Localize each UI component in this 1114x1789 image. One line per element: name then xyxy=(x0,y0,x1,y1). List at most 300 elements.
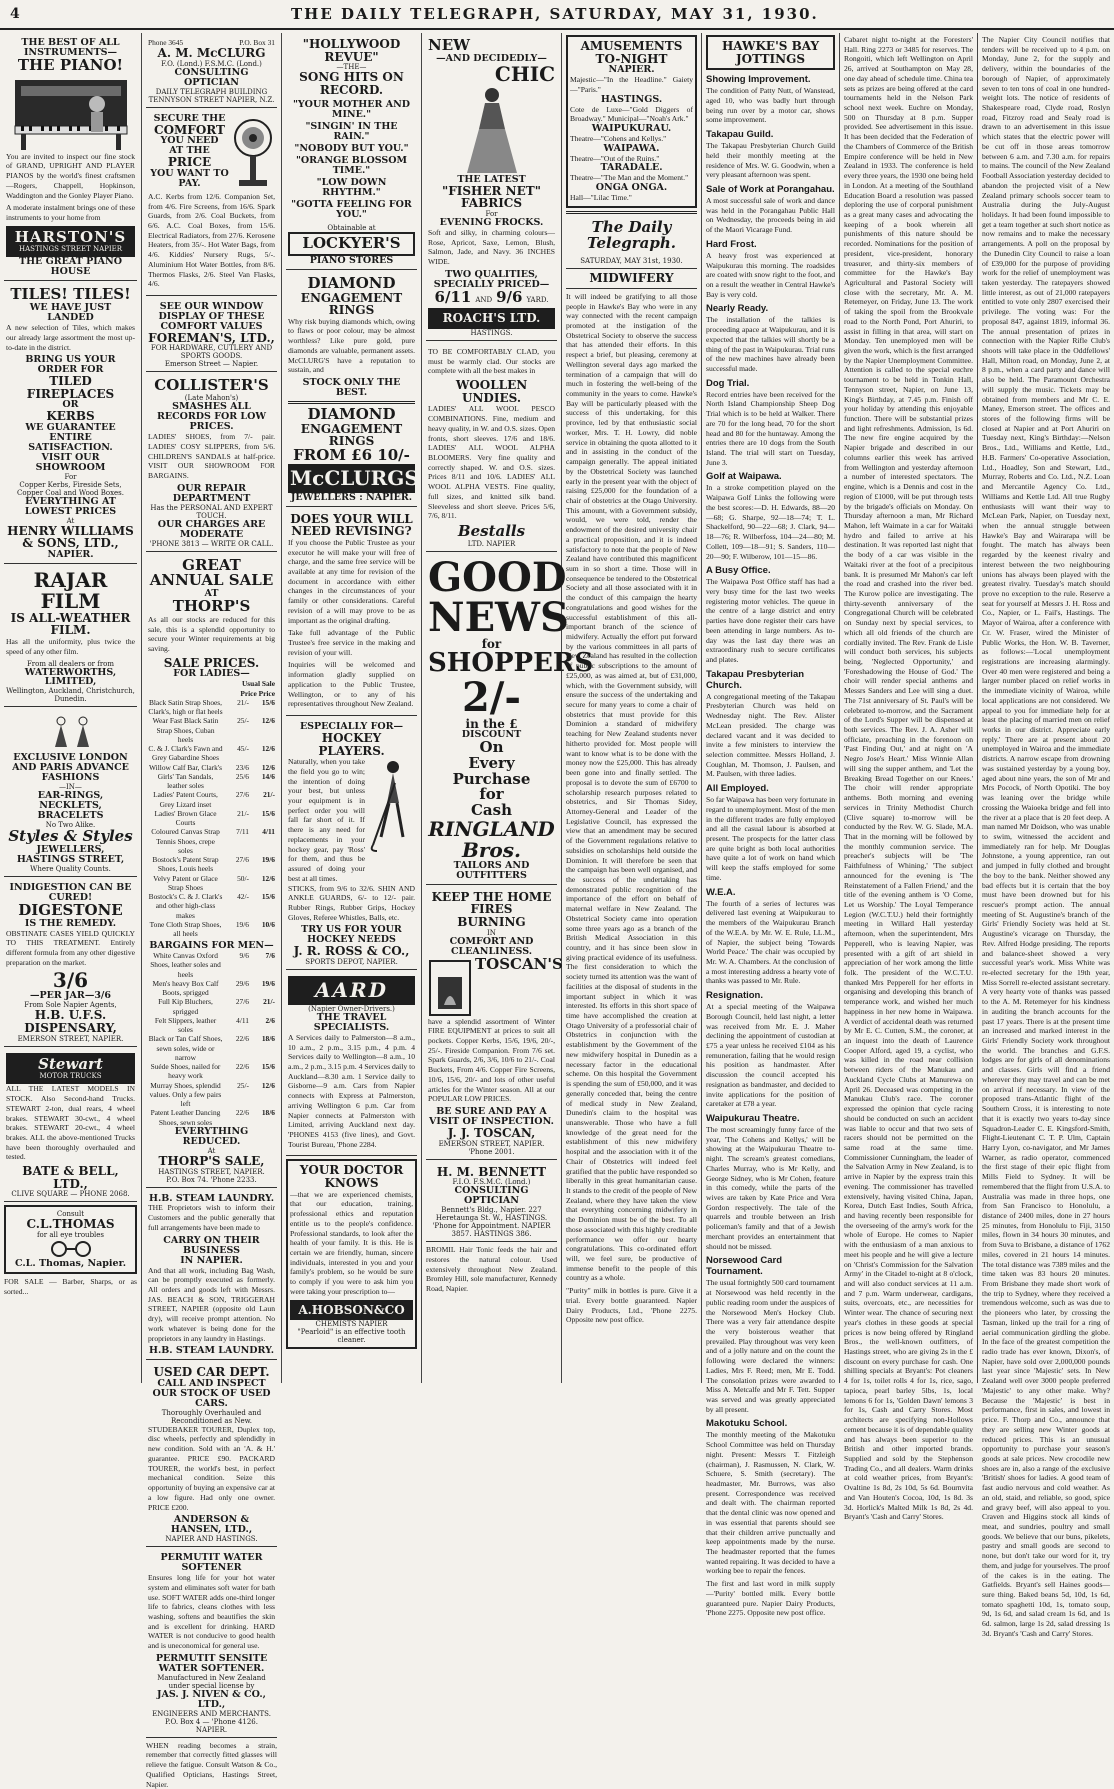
thorp-name: THORP'S xyxy=(172,597,251,616)
thorp-ladies-sale-price: 19/6 xyxy=(261,855,275,864)
jotting-heading: Golf at Waipawa. xyxy=(706,471,782,483)
jotting-body: At a special meeting of the Waipawa Borough Council, held last night, a letter was received from Mr. E. J. Maher declining the appointment of custodian at £75 a year unless he received £104 as his remuneration, failing that he would resign his position as handmaster. After discussion the council accepted his resignation as bandmaster, and decided to invite applications for the position of caretaker at £78 a year. xyxy=(706,1002,835,1109)
diamond-line-1: STOCK ONLY THE BEST. xyxy=(302,377,401,398)
good-news-cash: Cash xyxy=(470,801,512,820)
jotting-item xyxy=(706,783,835,882)
thorp-ladies-sale-price: 21/- xyxy=(263,790,275,800)
toscan-line-3: EMERSON STREET, NAPIER. xyxy=(438,1139,545,1148)
ad-revise-will xyxy=(286,510,417,716)
ad-toscan xyxy=(426,888,563,1160)
jotting-body: The most screamingly funny farce of the year, 'The Cohens and Kellys,' will be showing at the Waipukurau Theatre to-night. The scream's greatest comedians, Charles Murray, who is Mr Kelly, and George Sidney, who is Mr Cohen, feature in this comedy, while the parts of the wives are taken by Kate Price and Vera Gordon respectively. The tale of the quarrels and trouble between an Irish policeman's family and that of a Jewish merchant provides an entertainment that should not be missed. xyxy=(706,1125,835,1251)
usedcar-line-4: NAPIER AND HASTINGS. xyxy=(165,1535,258,1544)
digestone-headline: INDIGESTION CAN BE CURED! xyxy=(9,881,132,903)
thorp-for-ladies: FOR LADIES— xyxy=(173,668,250,680)
thorp-ladies-price-row xyxy=(148,763,275,772)
jotting-item xyxy=(706,1255,835,1414)
chic-for: For xyxy=(485,209,498,218)
comfort-list: A.C. Kerbs from 12/6. Companion Set, from 4/6. Fire Screens, from 16/6. Spark Guards, from 2/6. Coal Buckets, from 6/6. A.C. Coal Boxes, from 15/6. Electrical Radiators, from 27/6. Kerosene Heaters, from 35/-. Hot Water Bags, from 4/6. Kiddies' Nursery Rugs, 5/-. Aluminium Hot Water Bottles, from 8/6. Thermos Flasks, 2/6. Steel Van Flasks, 4/6. xyxy=(148,191,275,289)
styles-line-1: —IN— xyxy=(59,783,82,792)
page-number: 4 xyxy=(10,6,20,22)
ad-mcclurg xyxy=(146,35,277,108)
thorp-ladies-usual-price: 21/- xyxy=(237,697,249,707)
diamond-subhead-2: ENGAGEMENT RINGS xyxy=(300,421,403,449)
tiles-headline: TILES! TILES! xyxy=(10,285,131,304)
thorp-col-a: Usual Sale xyxy=(241,679,275,689)
mcclurg-address: DAILY TELEGRAPH BUILDING TENNYSON STREET NAPIER, N.Z. xyxy=(148,87,275,104)
column-5 xyxy=(562,33,702,1383)
ad-thomas xyxy=(4,1205,137,1274)
hockey-body: Naturally, when you take the field you go to win; the intention of doing your best, but unless your equipment is in perfect order you will fall far short of it. If there is any need for replacements in your hockey gear, pay 'Ross' for them, and thus be assured of doing your best at all times. xyxy=(288,757,365,883)
ad-comfort xyxy=(146,111,277,296)
ad-usedcar xyxy=(146,1363,277,1547)
tiles-line-7: For xyxy=(64,472,77,481)
editorial-purity-ad: "Purity" milk in bottles is pure. Give it a trial. Every bottle guaranteed. Napier Dairy Products, Ltd., 'Phone 2275. Opposite new post office. xyxy=(566,1286,697,1325)
thorp-body: As all our stocks are reduced for this sale, this is a splendid opportunity to secure your Winter requirements at big saving. xyxy=(148,614,275,653)
revise-subhead: NEED REVISING? xyxy=(291,524,412,539)
thorp-ladies-price-row xyxy=(148,827,275,855)
thorp-ladies-item: Ladies' Patent Courts, Grey Lizard inset xyxy=(153,790,218,809)
jotting-item xyxy=(706,129,835,180)
column-1 xyxy=(0,33,142,1383)
aard-logo: AARD xyxy=(288,976,415,1005)
usedcar-line-2: Thoroughly Overhauled and Reconditioned as New. xyxy=(161,1408,262,1425)
rajar-line-2: WATERWORTHS, LIMITED, xyxy=(24,666,117,688)
mcclurg-quals: F.O. (Lond.) F.S.M.C. (Lond.) xyxy=(161,59,262,68)
jotting-heading: A Busy Office. xyxy=(706,565,771,577)
permutit-line-1: PERMUTIT SENSITE WATER SOFTENER. xyxy=(155,1652,268,1674)
jotting-heading: Hard Frost. xyxy=(706,238,757,250)
thorp-reduced: EVERYTHING REDUCED. xyxy=(174,1125,249,1147)
chic-and: AND xyxy=(475,295,493,304)
ringland-logo: RINGLAND Bros. xyxy=(428,816,555,862)
thomas-line-2: C.L.THOMAS xyxy=(26,1217,115,1232)
mcclurgs-logo-sub: JEWELLERS : NAPIER. xyxy=(290,491,413,503)
thorp-ladies-sale-price: 12/6 xyxy=(261,716,275,726)
ad-bennett xyxy=(426,1163,557,1243)
comfort-line-5: PRICE xyxy=(167,155,212,170)
column-8 xyxy=(978,33,1114,1638)
jotting-body: The Takapau Presbyterian Church Guild held their monthly meeting at the residence of Mrs. W. G. Goodwin, when a very pleasant afternoon was spent. xyxy=(706,141,835,180)
toscan-burning: BURNING xyxy=(457,915,526,930)
revue-obtainable: Obtainable at xyxy=(327,224,376,233)
foreman-name: FOREMAN'S, LTD., xyxy=(148,330,275,345)
thorp-men-price-row xyxy=(148,1016,275,1035)
tiles-line-6: VISIT OUR SHOWROOM xyxy=(35,451,106,473)
good-news-shoppers: SHOPPERS xyxy=(428,648,594,679)
thorp-ladies-price-row xyxy=(148,744,275,763)
thorp-sale-prices: SALE PRICES. xyxy=(163,655,260,670)
jotting-body: The fourth of a series of lectures was delivered last evening at Waipukurau to the members of the Waipukurau Branch of the W.E.A. by Mr. W. E. Rule, LL.M., of Napier, the subject being 'Towards World Peace.' The chair was occupied by Mr. W. A. Chambers. At the conclusion of a most interesting address a hearty vote of thanks was passed to Mr. Rule. xyxy=(706,898,835,986)
masthead-title: THE DAILY TELEGRAPH, SATURDAY, MAY 31, 1930. xyxy=(291,5,819,23)
editorial-banner: The Daily Telegraph. xyxy=(587,217,676,252)
lockyers-logo: LOCKYER'S xyxy=(288,232,415,256)
styles-line-5: Where Quality Counts. xyxy=(30,864,111,873)
amusements-taradale: TARADALE. xyxy=(600,162,663,174)
stewart-logo-text: Stewart xyxy=(38,1054,103,1073)
piano-body: You are invited to inspect our fine stock of GRAND, UPRIGHT AND PLAYER PIANOS by the world's finest craftsmen—Rogers, Chappell, Hopkinson, Waddington and the Gonley Player Piano. xyxy=(6,151,135,200)
thorp-men-price-row xyxy=(148,1034,275,1062)
amusements-headline: AMUSEMENTS TO-NIGHT xyxy=(580,39,683,66)
thorp-ladies-usual-price: 21/- xyxy=(237,808,249,818)
woollen-headline: WOOLLEN UNDIES. xyxy=(455,378,528,405)
hockey-line-2: J. R. ROSS & CO., xyxy=(293,944,410,959)
jotting-body: A heavy frost was experienced at Waipukurau this morning. The roadsides are coated with snow right to the foot, and on a result the weather in Central Hawke's Bay is very cold. xyxy=(706,250,835,299)
thorp-ladies-usual-price: 7/11 xyxy=(236,827,249,837)
revue-song: "ORANGE BLOSSOM TIME." xyxy=(295,155,408,177)
chic-body: Soft and silky, in charming colours—Rose, Apricot, Saxe, Lemon, Blush, Salmon, Jade, and Navy. 36 INCHES WIDE. xyxy=(428,227,555,266)
chic-price-1: 6/11 xyxy=(434,287,472,306)
permutit-line-3: JAS. J. NIVEN & CO., LTD., xyxy=(157,1688,266,1710)
jotting-body: A most successful sale of work and dance was held in the Porangahau Public Hall on Wednesday, the proceeds being in aid of the Maori Vicarage Fund. xyxy=(706,195,835,235)
permutit-body: Ensures long life for your hot water system and eliminates soft water for bath use. SOFT WATER adds one-third longer life to fabrics, cleans clothes with less washing, softens and beautifies the skin and is excellent for drinking. HARD WATER is not conducive to good health and is uneconomical for general use. xyxy=(148,1573,275,1651)
thorp-ladies-sale-price: 12/6 xyxy=(261,873,275,883)
thorp-ladies-usual-price: 25/6 xyxy=(235,771,249,781)
thorp-ladies-usual-price: 27/6 xyxy=(235,855,249,864)
tiles-line-10: At xyxy=(66,516,75,525)
thorp-ladies-item: Wear Fast Black Satin Strap Shoes, Cuban heels xyxy=(152,716,219,744)
thorp-men-price-row xyxy=(148,1081,275,1109)
ad-tiles xyxy=(4,284,137,563)
toscan-line-1: BE SURE AND PAY A VISIT OF INSPECTION. xyxy=(429,1106,554,1128)
thorp-ladies-price-row xyxy=(148,809,275,828)
permutit-line-6: NAPIER. xyxy=(195,1725,228,1734)
amusements-onga-onga-list: Hall—"Lilac Time." xyxy=(570,193,632,203)
revue-the: —THE— xyxy=(336,63,367,72)
comfort-line-3: YOU NEED xyxy=(160,135,219,147)
permutit-line-5: P.O. Box 4 — 'Phone 4126. xyxy=(164,1717,258,1726)
bennett-title: CONSULTING OPTICIAN xyxy=(454,1185,529,1207)
digestone-line-2: H.B. U.F.S. DISPENSARY, xyxy=(24,1008,117,1036)
hockey-line-3: SPORTS DEPOT, NAPIER. xyxy=(305,957,398,966)
thorp-ladies-list xyxy=(148,698,275,939)
thorp-men-price-row xyxy=(148,1108,275,1127)
jotting-item xyxy=(706,184,835,235)
thorp-men-usual-price: 29/6 xyxy=(235,978,249,988)
digestone-subhead: IS THE REMEDY. xyxy=(24,917,117,929)
rajar-body: Has all the uniformity, plus twice the speed of any other film. xyxy=(6,637,135,656)
stewart-line-2: CLIVE SQUARE — PHONE 2068. xyxy=(11,1190,130,1199)
amusements-hastings: HASTINGS. xyxy=(600,93,663,105)
revise-headline: DOES YOUR WILL xyxy=(290,511,413,526)
column-6 xyxy=(702,33,840,1618)
thorp-ladies-price-row xyxy=(148,892,275,920)
hockey-player-illustration xyxy=(365,757,415,857)
good-news-good: GOOD xyxy=(428,553,567,601)
jotting-body: The Waipawa Post Office staff has had a very busy time for the last two weeks registering motor vehicles. The queue in the centre of a large district and entry parties have done register their cars have been attending in large numbers. As to-day was the last day there was an extraordinary rush to secure certificates and plates. xyxy=(706,577,835,664)
woollen-intro: TO BE COMFORTABLY CLAD, you must be warmly clad. Our stocks are complete with all the best makes in xyxy=(428,347,555,376)
thorp-ladies-usual-price: 19/6 xyxy=(235,919,249,929)
thorp-men-usual-price: 22/6 xyxy=(235,1108,249,1118)
usedcar-body: STUDEBAKER TOURER, Duplex top, disc wheels, perfectly and splendidly in new condition. Sold with an 'A. & H.' guarantee. PRICE £90. PACKARD TOURER, the world's best, in perfect mechanical condition. Seize this opportunity of buying an expensive car at a low figure. Had only one owner. PRICE £200. xyxy=(148,1424,275,1512)
styles-logo: Styles & Styles xyxy=(8,827,133,846)
usedcar-line-3: ANDERSON & HANSEN, LTD., xyxy=(170,1514,253,1536)
thorp-ladies-item: Bostock's Patent Strap Shoes, Louis heels xyxy=(152,855,219,874)
revue-song-list xyxy=(288,100,415,220)
thorp-ladies-sale-price: 4/11 xyxy=(262,827,275,837)
foreman-line-1: SEE OUR WINDOW DISPLAY OF THESE COMFORT VALUES xyxy=(158,300,265,332)
tiles-line-5: WE GUARANTEE ENTIRE SATISFACTION. xyxy=(25,421,116,453)
thorp-men-usual-price: 9/6 xyxy=(239,951,249,961)
ad-styles xyxy=(4,710,137,877)
thorp-men-price-row xyxy=(148,979,275,998)
aard-body: A Services daily to Palmerston—8 a.m., 10 a.m., 2 p.m., 3.15 p.m., 4 p.m. 4 Services daily to Wellington—8 a.m., 10 a.m., 2 p.m., 3.15 p.m. 4 Services daily to Auckland—8.30 a.m. 1 Service daily to Gisborne—9 a.m. Cars from Napier connects with Express at Palmerston, arriving Wellington 6 p.m. Car from Napier connects at Palmerston with Limited, arriving Auckland next day. 'PHONES 4153 (five lines), and Govt. Tourist Bureau, 'Phone 2284. xyxy=(288,1032,415,1149)
tiles-line-3: OR xyxy=(62,399,79,411)
thorp-men-item: Black or Tan Calf Shoes, sewn soles, wide or narrow xyxy=(148,1034,223,1062)
column-7 xyxy=(840,33,978,1522)
thomas-line-5: FOR SALE — Barber, Sharps, or as sorted... xyxy=(4,1276,137,1296)
mcclurg-box: P.O. Box 31 xyxy=(239,38,275,47)
tiles-subhead: WE HAVE JUST LANDED xyxy=(29,302,112,324)
jotting-item xyxy=(706,565,835,664)
rajar-headline: RAJAR FILM xyxy=(33,567,108,613)
stewart-body: ALL THE LATEST MODELS IN STOCK. Also Second-hand Trucks. STEWART 2-ton, dual rears, 4 wheel brakes. STEWART 30-cwt., 4 wheel brakes. STEWART 20-cwt., 4 wheel brakes. ALL the above-mentioned Trucks have been thoroughly overhauled and tested. xyxy=(6,1084,135,1162)
tiles-line-11: HENRY WILLIAMS & SONS, LTD., xyxy=(7,523,134,551)
thorp-ladies-usual-price: 23/6 xyxy=(235,762,249,772)
thorp-men-sale-price: 2/6 xyxy=(265,1015,275,1025)
thorp-ladies-usual-price: 42/- xyxy=(237,892,249,901)
ad-collister xyxy=(146,375,277,551)
comfort-line-6: YOU WANT TO PAY. xyxy=(150,167,229,189)
comfort-line-4: AT THE xyxy=(169,145,210,157)
bromil-body: BROMIL Hair Tonic feeds the hair and restores the natural colour. Used extensively throughout New Zealand. Bromley Hill, sole manufacturer, Kennedy Road, Napier. xyxy=(426,1245,557,1293)
thorp-ladies-item: Tone Cloth Strap Shoes, all heels xyxy=(149,919,222,938)
chic-title: CHIC xyxy=(494,61,555,86)
jotting-body: The usual fortnightly 500 card tournament at Norsewood was held recently in the public reading room under the auspices of the Norsewood Men's Hockey Club. There was a very fair attendance despite the very boisterous weather that prevailed. Play throughout was very keen and of a jolly nature and on the count the following were declared the winners: Ladies, Mrs F. Reed; men, Mr E. Todd. The consolation prizes were awarded to Miss A. Metcalfe and Mr F. Tett. Supper was served and was greatly appreciated by all present. xyxy=(706,1278,835,1414)
jotting-item xyxy=(706,378,835,468)
thorp-ladies-sale-price: 15/6 xyxy=(261,808,275,818)
thorp-men-sale-price: 15/6 xyxy=(261,1062,275,1072)
diamond-body: Why risk buying diamonds which, owing to flaws or poor colour, may be almost worthless? Like pure gold, pure diamonds are valuable, permanent assets. McCLURG'S have a reputation to sustain, and xyxy=(288,316,415,375)
thorp-for-men: BARGAINS FOR MEN— xyxy=(149,940,274,952)
thorp-ladies-price-row xyxy=(148,772,275,791)
thorp-ladies-item: Coloured Canvas Strap Tennis Shoes, crepe soles xyxy=(151,827,220,855)
woollen-body: LADIES' ALL WOOL PESCO COMBINATIONS. Fine, medium and heavy quality, in W. and O.S. sizes. Open fronts, short sleeves. 17/6 and 18/6. LADIES' ALL WOOL ALPHA BLOOMERS. Very fine quality and correctly shaped. W. and O.S. sizes. Prices 8/11 and 10/6. LADIES' ALL WOOL ALPHA VESTS. Fine quality, full sizes, and knitted silk band. Sleeveless and short sleeve. Prices 5/6, 7/6, 8/11. xyxy=(428,404,555,521)
foreman-line-2: FOR HARDWARE, CUTLERY AND SPORTS GOODS. xyxy=(150,344,273,361)
revise-body-3: Inquiries will be welcomed and information gladly supplied on application to the Public Trustee, Wellington, or to any of his representatives throughout New Zealand. xyxy=(288,660,415,709)
digestone-body: OBSTINATE CASES YIELD QUICKLY TO THIS TREATMENT. Entirely different formula from any other digestive preparation on the market. xyxy=(6,928,135,967)
stewart-line-1: BATE & BELL, LTD., xyxy=(22,1164,119,1191)
editorial-headline: MIDWIFERY xyxy=(589,271,674,286)
comfort-line-2: COMFORT xyxy=(154,122,225,137)
jotting-body: The condition of Patty Nutt, of Wanstead, aged 10, who was badly hurt through being run over by a motor car, shows some improvement. xyxy=(706,86,835,125)
thorp-ladies-price-row xyxy=(148,920,275,939)
thorp-ladies-item: Willow Calf Bar, Clark's xyxy=(149,762,222,772)
ad-foreman xyxy=(146,299,277,373)
jotting-heading: Showing Improvement. xyxy=(706,74,811,86)
thorp-ladies-usual-price: 45/- xyxy=(237,744,249,753)
toscan-comfort: COMFORT AND CLEANLINESS. xyxy=(449,935,534,957)
thorp-men-price-row xyxy=(148,951,275,979)
fireplace-illustration xyxy=(428,957,472,1017)
mcclurg-title: CONSULTING OPTICIAN xyxy=(174,66,249,88)
column-2 xyxy=(142,33,282,1789)
thorp-ladies-item: Bostock's C. & J. Clark's and other high-class makes xyxy=(148,892,223,920)
earring-illustration xyxy=(41,713,101,753)
chic-fisher-net: "FISHER NET" xyxy=(442,183,541,198)
jotting-heading: Nearly Ready. xyxy=(706,303,769,315)
ad-piano xyxy=(4,35,137,281)
ad-chic xyxy=(426,35,557,341)
tiles-line-2: TILED FIREPLACES xyxy=(26,374,115,401)
hobson-logo-sub: CHEMISTS NAPIER xyxy=(315,1320,388,1329)
revue-headline: "HOLLYWOOD REVUE" xyxy=(302,37,401,64)
collister-line-5: 'PHONE 3813 — WRITE OR CALL. xyxy=(149,539,274,548)
styles-line-3: No Two Alike. xyxy=(45,821,96,830)
good-news-discount: DISCOUNT xyxy=(461,729,522,741)
diamond-price: FROM £6 10/- xyxy=(293,445,410,464)
amusements-box xyxy=(566,35,697,208)
thorp-men-list xyxy=(148,951,275,1127)
ad-revue xyxy=(286,35,417,270)
thorp-men-item: Murray Shoes, splendid values. Only a few pairs left xyxy=(149,1080,222,1109)
thorp-men-price-row xyxy=(148,1062,275,1081)
diamond-headline: DIAMOND xyxy=(307,273,396,292)
bestalls-logo: Bestalls xyxy=(457,521,526,540)
laundry-headline: H.B. STEAM LAUNDRY. xyxy=(148,1192,275,1204)
digestone-price: 3/6 xyxy=(52,968,89,993)
piano-illustration xyxy=(11,74,131,152)
thorp-men-sale-price: 7/6 xyxy=(265,951,275,961)
chic-decidedly: —AND DECIDEDLY— xyxy=(436,52,547,64)
thorp-ladies-price-row xyxy=(148,790,275,809)
good-news-purchase: Purchase xyxy=(452,769,531,788)
thorp-men-usual-price: 4/11 xyxy=(236,1015,249,1025)
hobson-logo: A.HOBSON&CO xyxy=(290,1300,413,1321)
news-paragraphs-col8: The Napier City Council notifies that tenders will be received up to 4 p.m. on Monday, June 2, for the supply and delivery, within the boundaries of the borough of Napier, of approximately seven to ten tons of coal in one hundred-weight lots. The notice of residents of Shakespeare road, Clyde road, Roslyn road, Fitzroy road and Sealy road is drawn to an advertisement in this issue which states that the electric power will be cut off in those areas tomorrow between 6 a.m. and 7.30 a.m. for repairs to mains. The council of the New Zealand Football Association yesterday decided to abandon the projected visit of a New Zealand primary schools soccer team to Australia during the July-August holidays. It had been found impossible to get a team together at such short notice as now remains and to make the necessary arrangements. A poll on the proposal by the Dunedin City Council to raise a loan of £39,000 for the purpose of providing work for the relief of unemployment was taken yesterday. The ratepayers showed little interest, as out of 21,000 ratepayers entitled to vote only 2807 exercised their privilege. The voting was: For the proposal 847, against 1819, informal 36. The annual presentation of prizes in connection with the Napier Rifle Club's shoots will take place in the Oddfellows' Hall, Milton road, on Monday, June 2, at 8 p.m., when a card party and dance will also be held. The Paramount Orchestra will supply the music. Tickets may be obtained from members and Mr C. E. Maney, Emerson street. The offices and stores of the following firms will be closed at Napier and at Port Ahuriri on Tuesday next, King's Birthday:—Nelson Bros., Ltd., Williams and Kettle, Ltd., H.B. Farmers' Co-operative Association, Ltd., Hoadley, Son and Stewart, Ltd., Murray, Roberts and Co. Ltd., N.Z. Loan and Mercantile Agency Co. Ltd., Williams and Kettle Ltd. All true Rugby enthusiasts will want their way to McLean Park, Napier, on Tuesday next, when the annual struggle between Hawke's Bay and Wairarapa will be fought. The match has always been regarded by the keenest rivalry and interest between the two neighbouring unions has always been played with the greatest rivalry. Tuesday's match should prove no exception to the rule. Reserve a seat for yourself at Messrs J. H. Ross and Co., Napier, or L. Fail's, Hastings. The Mayor of Wairoa, after a conference with Cr. W. Fraser, wired the Minister of Public Works, the Hon. W. B. Taverner, as follows:—'Local unemployment registrations are increasing alarmingly. Over 40 men were registered and being a larger number placed on relief works in the immediate vicinity of Wairoa, while local applications are not considered. We appeal to you for immediate help for at least the placing of married men on relief works in our district. Appreciate early reply.' There are at present about 20 unemployed in Wairoa and the immediate districts. A narrow escape from drowning was sustained yesterday by a young boy, aged about nine years, the son of Mr and Mrs Pocock, of North Opotiki. The boy was leaning over the bridge while crossing the Waioeka bridge and fell into the river at a place that is 20 feet deep. A man named Mr Doidson, who was unable to swim, witnessed the accident and immediately ran for help. Mr Douglas Johnstone, a young apprentice, ran out and jumped in fully clothed and brought the boy to the bank. Neither showed any bad effects but it is certain that the boy must have been drowned but for his rescuer's prompt action. The annual meeting of St. Augustine's branch of the Girls' Friendly Society was held at St. Augustine's vicarage on Thursday, the Rev. Alfred Hodge presiding. The reports and balance-sheet showed a very successful year's work. Miss White was re-elected secretary for the 19th year, Miss Sorrell re-elected assistant secretary. A very hearty vote of thanks was passed to the A. M. Retemeyer for his kindness in auditing the branch accounts for the past 17 years. There is at the present time an increased and marked interest in the Girls' Friendly Society work throughout the world. The branches and G.F.S. lodges are for girls of all denominations and classes. Girls will find a friend wherever they may travel and can be met on arrival if necessary. In view of the proposed trans-Atlantic flight of the Southern Cross, it is interesting to note that it is exactly two years to-day since Squadron-Leader C. E. Kingsford-Smith, Flight-Lieutenant C. T. P. Ulm, Captain Harry Lyon, co-navigator, and Mr James Warner, as radio operator, commenced the first stage of their epic flight from Mills Field to Sydney. It will be remembered that the flight from U.S.A. to Australia was made in three hops, one from San Francisco to Honolulu, a distance of 2400 miles, done in 27 hours 25 minutes, from Honolulu to Fiji, 3150 miles, flown in 34 hours 30 minutes, and from Suva to Brisbane, a distance of 1762 miles, covered in 21 hours 14 minutes. The total distance was 7389 miles and the time taken was 83 hours 20 minutes. From Brisbane they made short work of the trip to Sydney, where they received a tremendous welcome, such as was due to the pioneers who later, by crossing the Tasman, linked up the trail for a ring of aerial communication girdling the globe. In the face of the greatest competition the radio trade has ever known, Dixon's, of Napier, have sold over 2,000,000 pounds last year since 'Majestic' sets. In New Zealand well over 3000 people preferred 'Majestic' to any other make. Why? Because the 'Majestic' is best in performance, first in sales, and lowest in price. F. Thorp and Co., announce that they are selling new Winter goods at reduced prices. This is an unusual opportunity to purchase your season's goods at sale prices. New crocodile new shoes are in, also a range of the exclusive 'British' shoes for ladies. A good team of fast audio nervous and cold weather. As an old, staid, and reliable, so good, spice and gravy beef, will also appeal to you. Craven and Higgins stock all kinds of meat, and sundries, poultry and small goods. We believe that our buns, pikelets, pastry and small goods are second to none, but don't take our word for it, try them, and judge for yourselves. The proof of the cakes is in the eating. The Gatfields. Bryant's sell Haines goods—sure thing. Baked beans 5d, 10d, 1s 6d, tomato spaghetti 10d, 1s, tomato soup, 9d, 1s 6d, and salad cream 1s 6d, and 1s 6d. salmon, large 1s 2d, salad dressing 1s 3d. Bryant's 'Cash and Carry' Stores. xyxy=(982,35,1111,1638)
piano-title: THE PIANO! xyxy=(17,55,124,74)
jotting-item xyxy=(706,887,835,986)
thorp-ladies-sale-price: 12/6 xyxy=(261,762,275,772)
thorp-line-1: HASTINGS STREET, NAPIER. xyxy=(158,1167,265,1176)
thorp-men-usual-price: 22/6 xyxy=(235,1034,249,1044)
thorp-ladies-price-row xyxy=(148,716,275,744)
amusements-waipawa-list: Theatre—"Out of the Ruins." xyxy=(570,153,660,163)
usedcar-headline: USED CAR DEPT. xyxy=(153,1365,270,1380)
collister-line-4: OUR CHARGES ARE MODERATE xyxy=(157,518,266,540)
bennett-address: Bennett's Bldg., Napier. 227 Heretaunga St. W., HASTINGS. xyxy=(435,1206,548,1223)
tiles-line-8: Copper Kerbs, Fireside Sets, Copper Coal and Wood Boxes. xyxy=(17,480,124,497)
jotting-item xyxy=(706,1418,835,1576)
chic-price-2: 9/6 xyxy=(496,287,523,306)
thorp-at: AT xyxy=(204,588,219,600)
bestalls-logo-sub: LTD. NAPIER xyxy=(467,539,516,548)
doctor-subhead: KNOWS xyxy=(324,1176,379,1191)
ad-thorp xyxy=(146,555,277,1188)
thorp-sale-name: THORP'S SALE, xyxy=(158,1153,265,1168)
toscan-body: have a splendid assortment of Winter FIRE EQUIPMENT at prices to suit all pockets. Copper Kerbs, 15/6, 19/6, 20/-, 25/-. Fireside Companion. From 7/6 set. Spark Guards, 2/6, 3/6, 10/6 to 21/-. Coal Buckets, From 4/6. Copper Fire Screens, 10/6, 15/6, 20/- and lots of other useful articles for the Winter season. All at our POPULAR LOW PRICES. xyxy=(428,1016,555,1104)
harstons-logo-text: HARSTON'S xyxy=(14,227,127,246)
amusements-onga-onga: ONGA ONGA. xyxy=(595,182,668,194)
thorp-men-sale-price: 18/6 xyxy=(261,1034,275,1044)
toscan-in: IN xyxy=(487,928,496,937)
chic-evening-frocks: EVENING FROCKS. xyxy=(439,216,544,228)
thorp-men-item: Men's heavy Box Calf Boots, sprigged xyxy=(152,978,219,998)
thorp-ladies-usual-price: 27/6 xyxy=(235,790,249,800)
hockey-line-1: TRY US FOR YOUR HOCKEY NEEDS xyxy=(301,924,402,946)
amusements-napier: NAPIER. xyxy=(608,64,655,76)
thorp-ladies-price-row xyxy=(148,855,275,874)
ad-aard xyxy=(286,973,417,1157)
ad-digestone xyxy=(4,880,137,1047)
revue-song: "GOTTA FEELING FOR YOU." xyxy=(291,199,412,221)
bennett-name: H. M. BENNETT xyxy=(436,1164,547,1179)
hockey-body-2: STICKS, from 9/6 to 32/6. SHIN AND ANKLE GUARDS, 6/- to 12/- pair. Rubber Rings, Rubber Grips, Hockey Gloves, Referee Whistles, Balls, etc. xyxy=(288,883,415,922)
good-news-for: for xyxy=(481,636,502,651)
revue-song: "SINGIN' IN THE RAIN." xyxy=(305,121,398,143)
chic-latest: THE LATEST xyxy=(457,173,526,185)
column-4 xyxy=(422,33,594,1383)
rajar-line-3: Wellington, Auckland, Christchurch, Dunedin. xyxy=(6,687,135,704)
laundry-line-2: IN NAPIER. xyxy=(180,1254,243,1266)
thorp-ladies-usual-price: 50/- xyxy=(237,873,249,883)
rajar-line-1: From all dealers or from xyxy=(26,659,115,668)
doctor-tagline: "Pearloid" is an effective tooth cleaner. xyxy=(297,1328,406,1345)
thorp-ladies-sale-price: 12/6 xyxy=(261,744,275,753)
doctor-headline: YOUR DOCTOR xyxy=(299,1163,404,1178)
lockyers-logo-sub: PIANO STORES xyxy=(309,254,394,266)
editorial-body: It will indeed be gratifying to all those people in Hawke's Bay who were in any way connected with the recent campaign promoted at the instigation of the Obstetrical Society to observe the success that has attended their efforts. In this respect a brief, but pleasing, ceremony at Wellington several days ago marked the termination of a campaign that will do much in fostering the well-being of the community in the years to come. Hawke's Bay will be particularly pleased with the success of this undertaking, for this province, led by that enthusiastic social worker, Mrs. T. H. Lowry, did noble service in obtaining the quota allotted to it and in assisting in the conduct of the campaign generally. The appeal initiated by the Obstetrical Society was launched early in the present year with the object of raising £25,000 for the foundation of a chair of obstetrics at the Otago University. This amount, with a Government subsidy, would, we were told, render the endowment of the desired university chair a practical proposition, and it is indeed satisfactory to note that the people of New Zealand have contributed this magnificent sum in so short a time. Those will in consequence be tendered to the Obstetrical Society and all those associated with it in the conduct of this campaign the hearty congratulations and good wishes for the successful establishment of this all-important branch of the science of midwifery. Actually the effort put forward by the various committees in all parts of New Zealand has resulted in the collection of public subscriptions to the amount of £25,000, as was aimed at, but of £31,000, which, with the Government subsidy, will ensure the success of the undertaking and secure for many years to come a chair of obstetrics that must provide for this Dominion a standard of midwifery teaching for New Zealand students never hitherto provided for. Most people will want to know what is to be done with the money now the £25,000. This has already been gone into and finally settled. The proposal is to devote the sum of £6700 to scholarship research purposes related to obstetrics, and Sir Thomas Sidey, Attorney-General and Leader of the Legislative Council, has expressed the view that an amendment may be secured of the Government regulations relative to subsidies on scholarships held outside the Dominion. It will therefore be seen that the campaign has been well organised, and the success of the undertaking has demonstrated public recognition of the importance of the effort on behalf of maternal welfare in New Zealand. The Obstetrical Society came into operation some three years ago as a branch of the British Medical Association in this country, and it has since been slow in giving practical evidence of its usefulness. The first consideration to which the society turned its attention was the want of facilities at the disposal of students in the important subject in which it was interested. Its efforts in this short space of time have accomplished the creation at Otago University of a professorial chair of Obstetrics in conjunction with the establishment by the Government of the new midwifery hospital in Dunedin as a necessary factor in the educational scheme. On this hospital the Government is spending the sum of £50,000, and it was generally conceded that, being the centre of medical study in New Zealand, Dunedin's claim to the hospital was unanswerable. Those who have a full knowledge of the great need for the establishment of this new midwifery hospital and the association with it of the Chair of Obstetrics will indeed feel gratified that the public have responded so liberally in this great humanitarian cause. It stands to the credit of the people of New Zealand, where they have taken the view that everything concerning midwifery in the Dominion must be of the best. To all those associated with this highly creditable performance we offer our hearty congratulations. This co-ordinated effort will, we feel sure, be productive of immense benefit to the people of this country as a whole. xyxy=(566,291,697,1283)
mcclurg-phone: Phone 3645 xyxy=(148,38,184,47)
tiles-body: A new selection of Tiles, which makes our already large assortment the most up-to-date in the district. xyxy=(6,323,135,352)
revue-subhead: SONG HITS ON RECORD. xyxy=(299,70,404,97)
ad-rajar xyxy=(4,567,137,708)
thorp-col-b: Price Price xyxy=(240,688,275,698)
jottings-list xyxy=(706,74,835,1576)
thorp-men-sale-price: 21/- xyxy=(263,997,275,1007)
jotting-heading: Norsewood Card Tournament. xyxy=(706,1255,783,1278)
bennett-quals: F.I.O. F.S.M.C. (Lond.) xyxy=(452,1178,531,1187)
amusements-napier-list: Majestic—"In the Headline." Gaiety—"Paris." xyxy=(570,75,693,94)
stewart-logo-sub: MOTOR TRUCKS xyxy=(39,1072,102,1081)
mcclurg-name: A. M. McCLURG xyxy=(157,46,266,61)
amusements-hastings-list: Cote de Luxe—"Gold Diggers of Broadway." Municipal—"Noah's Ark." xyxy=(570,104,693,124)
thorp-men-price-row xyxy=(148,997,275,1016)
doctor-body: —that we are experienced chemists, that our education, training, professional ethics and reputation entitle us to the people's confidence. Professional standards, to look after the health of your family. It is this. He is certain we are friendly, human, sincere individuals, interested in you and your family's problem, so he would be sure to comply if you were to ask him you were taking your prescription to— xyxy=(290,1189,413,1296)
thorp-men-usual-price: 27/6 xyxy=(235,997,249,1007)
bennett-phone: 'Phone for Appointment. NAPIER 3857. HASTINGS 386. xyxy=(432,1222,551,1239)
thorp-men-item: Full Kip Bluchers, sprigged xyxy=(158,997,213,1016)
thorp-ladies-sale-price: 10/6 xyxy=(261,919,275,929)
evening-dress-illustration xyxy=(457,85,527,175)
column-3 xyxy=(282,33,422,1383)
styles-headline: EXCLUSIVE LONDON AND PARIS ADVANCE FASHIONS xyxy=(12,752,129,784)
roaches-logo-sub: HASTINGS. xyxy=(470,329,513,337)
thorp-men-usual-price: 22/6 xyxy=(235,1062,249,1072)
usedcar-line-1: CALL AND INSPECT OUR STOCK OF USED CARS. xyxy=(152,1377,271,1409)
tiles-line-1: BRING US YOUR ORDER FOR xyxy=(25,354,116,376)
piano-headline: THE BEST OF ALL INSTRUMENTS— xyxy=(21,37,120,58)
mcclurgs-logo: McCLURGS xyxy=(288,464,415,493)
thorp-ladies-sale-price: 15/6 xyxy=(261,697,275,707)
lensfix-body: WHEN reading becomes a strain, remember that correctly fitted glasses will relieve the fatigue. Consult Watson & Co., Qualified Opticians, Hastings Street, Napier. xyxy=(146,1740,277,1789)
jotting-item xyxy=(706,1113,835,1251)
collister-body: LADIES' SHOES, from 7/- pair. LADIES' COSY SLIPPERS, from 5/6. CHILDREN'S SANDALS at half-price. VISIT OUR SHOWROOM FOR BARGAINS. xyxy=(148,432,275,480)
jotting-item xyxy=(706,74,835,125)
good-news-for-2: for xyxy=(479,785,504,804)
collister-sub: (Late Mahon's) xyxy=(184,394,239,403)
good-news-in-pound: in the £ xyxy=(465,716,518,731)
thorp-men-item: Felt Slippers, leather soles xyxy=(154,1015,217,1035)
laundry-line-3: H.B. STEAM LAUNDRY. xyxy=(148,1345,275,1357)
ad-laundry xyxy=(146,1191,277,1361)
laundry-body: THE Proprietors wish to inform their Customers and the public generally that full arrangements have been made to xyxy=(148,1203,275,1232)
jotting-heading: Waipukurau Theatre. xyxy=(706,1113,800,1124)
thorp-ladies-item: Velvy Patent or Glace Strap Shoes xyxy=(153,873,218,892)
amusements-taradale-list: Theatre—"The Man and the Moment." xyxy=(570,173,689,183)
tiles-line-9: EVERYTHING AT LOWEST PRICES xyxy=(24,495,117,517)
stewart-logo xyxy=(6,1053,135,1085)
jotting-heading: All Employed. xyxy=(706,783,769,795)
